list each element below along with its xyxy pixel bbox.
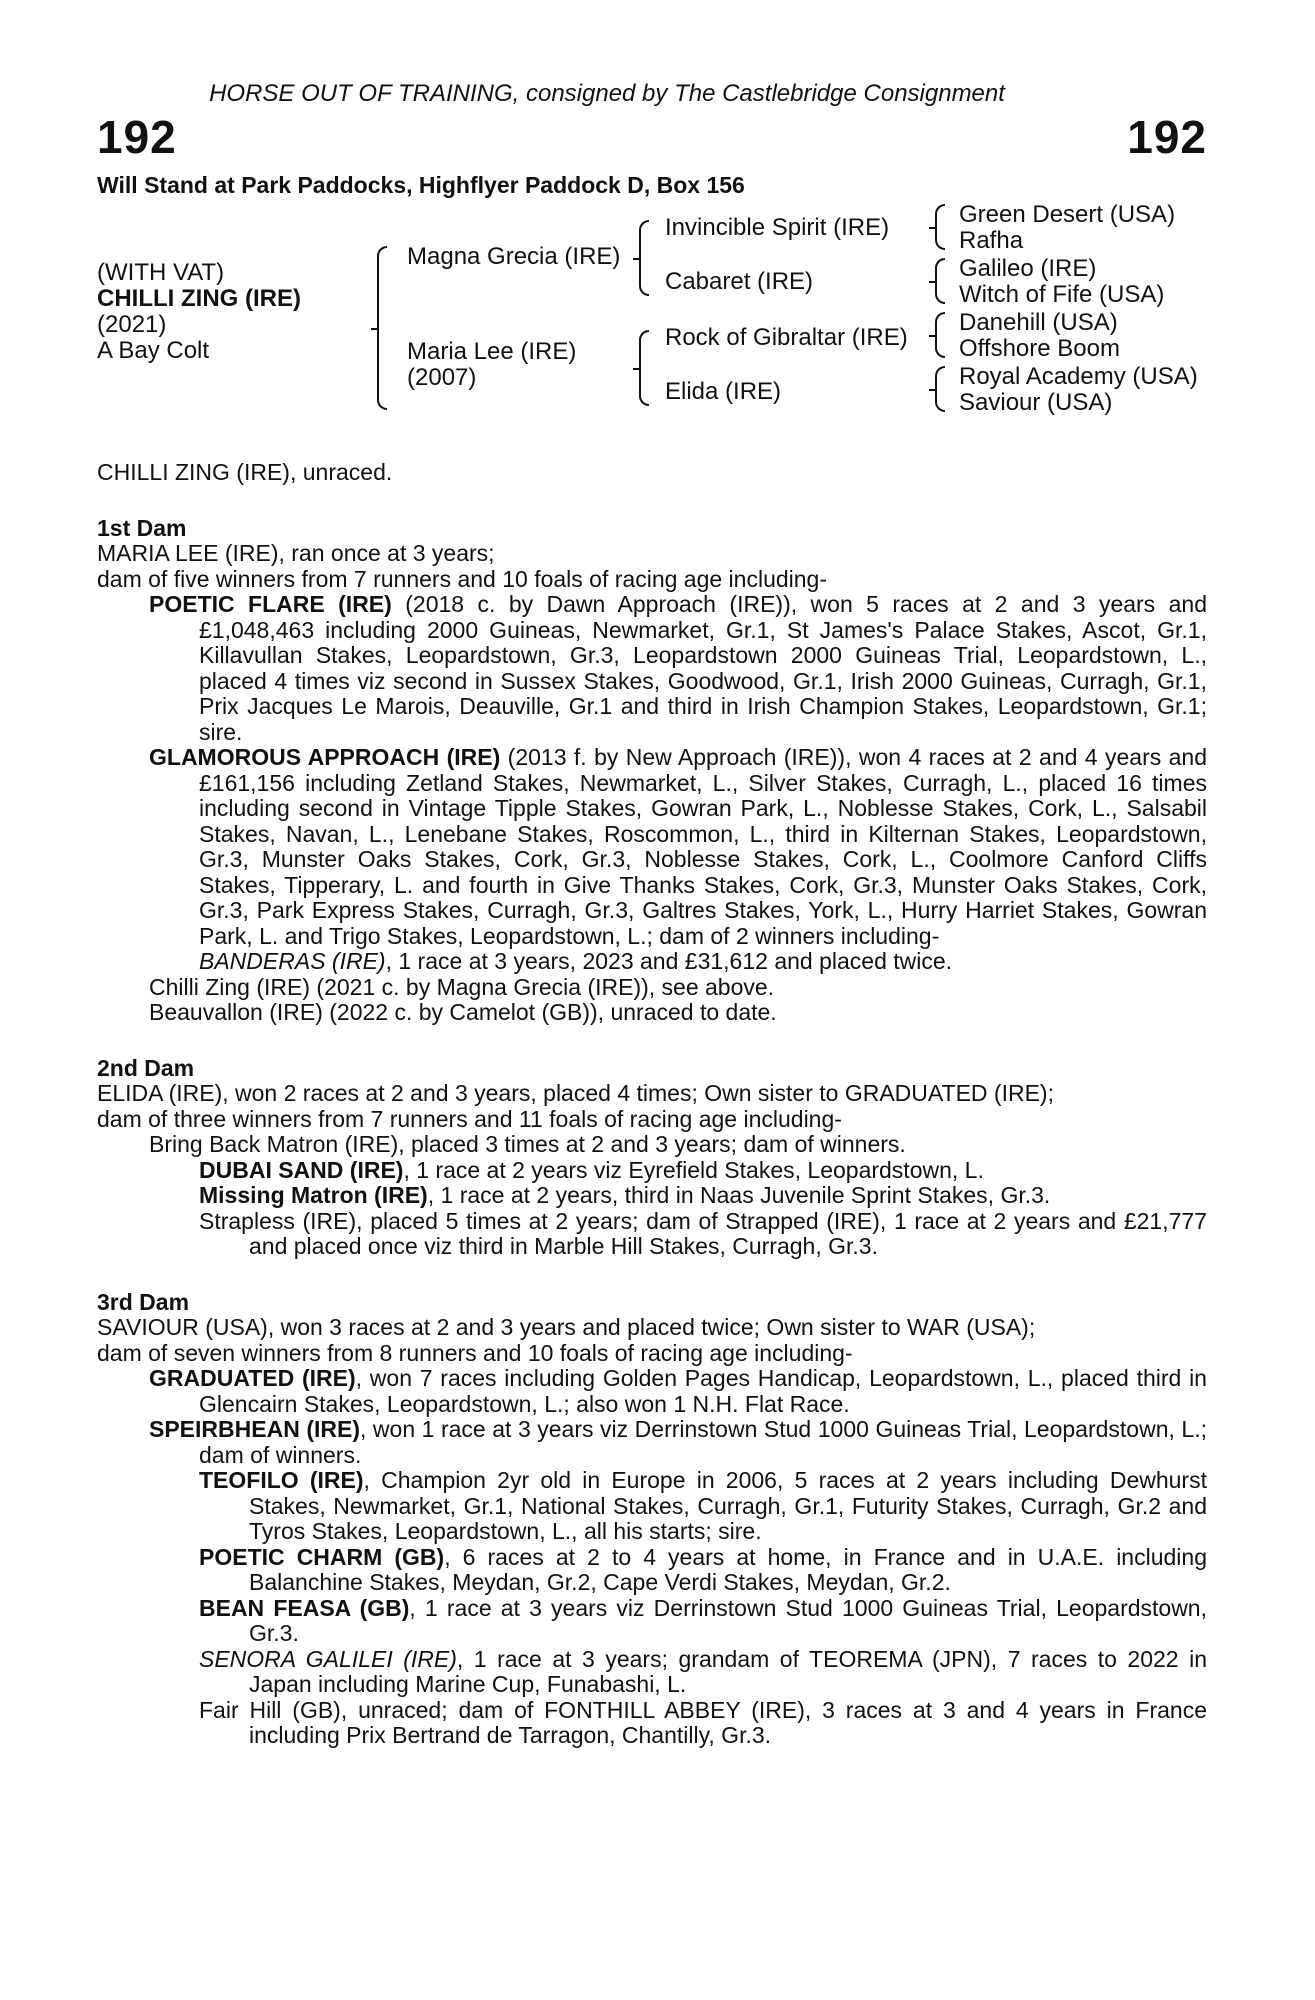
entry-name: BANDERAS (IRE) [199, 948, 386, 974]
dam2-line-2: dam of three winners from 7 runners and 11 foals of racing age including- [97, 1105, 842, 1132]
lot-number-left: 192 [97, 111, 177, 163]
entry-name: GLAMOROUS APPROACH (IRE) [149, 744, 501, 770]
entry-text: , 6 races at 2 to 4 years at home, in France and in U.A.E. including Balanchine Stakes, Meydan, Gr.2, Cape Verdi Stakes, Meydan, Gr.2. [249, 1543, 1207, 1595]
entry-name: SENORA GALILEI (IRE) [199, 1645, 457, 1672]
dam1-heading: 1st Dam [97, 514, 187, 541]
entry-text: , Champion 2yr old in Europe in 2006, 5 races at 2 years including Dewhurst Stakes, Newmarket, Gr.1, National Stakes, Curragh, Gr.1, Futurity Stakes, Curragh, Gr.2 and Tyros Stakes, Leopardstown, L., all his starts; sire. [249, 1467, 1207, 1544]
dam3-line-1: SAVIOUR (USA), won 3 races at 2 and 3 years and placed twice; Own sister to WAR (USA); [97, 1314, 1036, 1340]
dam2-line-1: ELIDA (IRE), won 2 races at 2 and 3 years, placed 4 times; Own sister to GRADUATED (IRE); [97, 1080, 1054, 1106]
brace-ggp-2 [935, 258, 945, 304]
entry-name: BEAN FEASA (GB) [199, 1594, 410, 1621]
ggp-saviour: Saviour (USA) [959, 389, 1113, 416]
dam3-entry [97, 1417, 1207, 1468]
ggp-rafha: Rafha [959, 227, 1024, 254]
brace-sire-dam [377, 246, 387, 410]
dam3-entry [97, 1468, 1207, 1545]
consignment-subtitle: HORSE OUT OF TRAINING, consigned by The Castlebridge Consignment [209, 80, 1005, 107]
entry-text: , 1 race at 2 years viz Eyrefield Stakes, Leopardstown, L. [403, 1156, 984, 1183]
brace-ggp-1 [935, 204, 945, 250]
lot-number-right: 192 [1127, 111, 1207, 163]
horse-year: (2021) [97, 311, 167, 338]
entry-name: GRADUATED (IRE) [149, 1365, 356, 1391]
sire-name: Magna Grecia (IRE) [407, 243, 621, 270]
pedigree-table [97, 0, 1207, 440]
brace-ggp-4 [935, 366, 945, 412]
ggp-green-desert: Green Desert (USA) [959, 201, 1176, 228]
dam3-heading: 3rd Dam [97, 1288, 190, 1315]
entry-text: , placed 3 times at 2 and 3 years; dam of winners. [398, 1131, 906, 1157]
entry-name: Beauvallon (IRE) [149, 999, 323, 1025]
ggp-offshore-boom: Offshore Boom [959, 335, 1120, 362]
dam1-entry [97, 745, 1207, 949]
entry-name: Fair Hill (GB) [199, 1696, 341, 1723]
entry-text: , 1 race at 2 years, third in Naas Juvenile Sprint Stakes, Gr.3. [427, 1182, 1051, 1208]
sire-sire: Invincible Spirit (IRE) [665, 214, 890, 241]
entry-name: Chilli Zing (IRE) [149, 973, 311, 1000]
dam2-entry [97, 1158, 1207, 1184]
entry-name: Bring Back Matron (IRE) [149, 1131, 399, 1157]
race-record: CHILLI ZING (IRE), unraced. [97, 459, 393, 485]
entry-name: DUBAI SAND (IRE) [199, 1156, 404, 1183]
dam3-entry [97, 1366, 1207, 1417]
dam-name: Maria Lee (IRE) [407, 338, 577, 365]
entry-text: (2022 c. by Camelot (GB)), unraced to date. [322, 999, 777, 1025]
entry-text: (2018 c. by Dawn Approach (IRE)), won 5 races at 2 and 3 years and £1,048,463 including 2000 Guineas, Newmarket, Gr.1, St James's Palace Stakes, Ascot, Gr.1, Killavullan Stakes, Leopardstown, Gr.3, Leopardstown 2000 Guineas Trial, Leopardstown, L., placed 4 times viz second in Sussex Stakes, Goodwood, Gr.1, Irish 2000 Guineas, Curragh, Gr.1, Prix Jacques Le Marois, Deauville, Gr.1 and third in Irish Champion Stakes, Leopardstown, Gr.1; sire. [199, 591, 1207, 745]
dam-dam: Elida (IRE) [665, 378, 782, 405]
dam3-entry [97, 1698, 1207, 1749]
ggp-galileo: Galileo (IRE) [959, 255, 1097, 282]
stand-location: Will Stand at Park Paddocks, Highflyer Paddock D, Box 156 [97, 172, 745, 198]
dam1-line-2: dam of five winners from 7 runners and 10 foals of racing age including- [97, 565, 828, 592]
entry-name: Missing Matron (IRE) [199, 1182, 428, 1208]
brace-ggp-3 [935, 312, 945, 358]
dam2-entry [97, 1132, 1207, 1158]
ggp-danehill: Danehill (USA) [959, 309, 1118, 336]
dam-year: (2007) [407, 364, 477, 391]
entry-text: , 1 race at 3 years; grandam of TEOREMA (JPN), 7 races to 2022 in Japan including Marine Cup, Funabashi, L. [249, 1645, 1208, 1697]
dam1-entry [97, 1000, 1207, 1026]
entry-text: (2013 f. by New Approach (IRE)), won 4 races at 2 and 4 years and £161,156 including Zetland Stakes, Newmarket, L., Silver Stakes, Curragh, L., placed 16 times including second in Vintage Tipple Stakes, Gowran Park, L., Noblesse Stakes, Cork, L., Salsabil Stakes, Navan, L., Lenebane Stakes, Roscommon, L., third in Kilternan Stakes, Leopardstown, Gr.3, Munster Oaks Stakes, Cork, Gr.3, Noblesse Stakes, Cork, L., Coolmore Canford Cliffs Stakes, Tipperary, L. and fourth in Give Thanks Stakes, Cork, Gr.3, Munster Oaks Stakes, Cork, Gr.3, Park Express Stakes, Curragh, Gr.3, Galtres Stakes, York, L., Hurry Harriet Stakes, Gowran Park, L. and Trigo Stakes, Leopardstown, L.; dam of 2 winners including- [199, 744, 1208, 949]
dam2-entry [97, 1209, 1207, 1260]
horse-description: A Bay Colt [97, 337, 210, 364]
sire-dam: Cabaret (IRE) [665, 268, 814, 295]
entry-text: (2021 c. by Magna Grecia (IRE)), see above. [310, 973, 775, 1000]
catalogue-body [97, 460, 1207, 1749]
entry-text: , 1 race at 3 years, 2023 and £31,612 and placed twice. [385, 948, 953, 974]
entry-text: , won 7 races including Golden Pages Handicap, Leopardstown, L., placed third in Glencairn Stakes, Leopardstown, L.; also won 1 N.H. Flat Race. [199, 1365, 1207, 1417]
horse-name: CHILLI ZING (IRE) [97, 285, 301, 312]
ggp-royal-academy: Royal Academy (USA) [959, 363, 1198, 390]
brace-sire-line [639, 220, 649, 296]
entry-text: , unraced; dam of FONTHILL ABBEY (IRE), 3 races at 3 and 4 years in France including Prix Bertrand de Tarragon, Chantilly, Gr.3. [249, 1696, 1207, 1748]
dam1-line-1: MARIA LEE (IRE), ran once at 3 years; [97, 540, 495, 566]
entry-name: POETIC FLARE (IRE) [149, 591, 392, 617]
dam3-line-2: dam of seven winners from 8 runners and 10 foals of racing age including- [97, 1339, 853, 1366]
dam1-entry [97, 592, 1207, 745]
ggp-witch-of-fife: Witch of Fife (USA) [959, 281, 1165, 308]
entry-text: , 1 race at 3 years viz Derrinstown Stud 1000 Guineas Trial, Leopardstown, Gr.3. [249, 1594, 1207, 1646]
dam1-entry [97, 975, 1207, 1001]
entry-text: , placed 5 times at 2 years; dam of Strapped (IRE), 1 race at 2 years and £21,777 and placed once viz third in Marble Hill Stakes, Curragh, Gr.3. [249, 1207, 1207, 1259]
dam3-entry [97, 1545, 1207, 1596]
brace-dam-line [639, 330, 649, 406]
entry-name: Strapless (IRE) [199, 1207, 357, 1234]
entry-name: POETIC CHARM (GB) [199, 1543, 445, 1570]
dam-sire: Rock of Gibraltar (IRE) [665, 324, 908, 351]
entry-text: , won 1 race at 3 years viz Derrinstown Stud 1000 Guineas Trial, Leopardstown, L.; dam of winners. [199, 1416, 1207, 1468]
vat-label: (WITH VAT) [97, 259, 225, 286]
dam3-entry [97, 1596, 1207, 1647]
entry-name: SPEIRBHEAN (IRE) [149, 1416, 360, 1442]
dam2-entry [97, 1183, 1207, 1209]
entry-name: TEOFILO (IRE) [199, 1467, 364, 1493]
dam2-heading: 2nd Dam [97, 1054, 195, 1081]
dam3-entry [97, 1647, 1207, 1698]
dam1-entry [97, 949, 1207, 975]
